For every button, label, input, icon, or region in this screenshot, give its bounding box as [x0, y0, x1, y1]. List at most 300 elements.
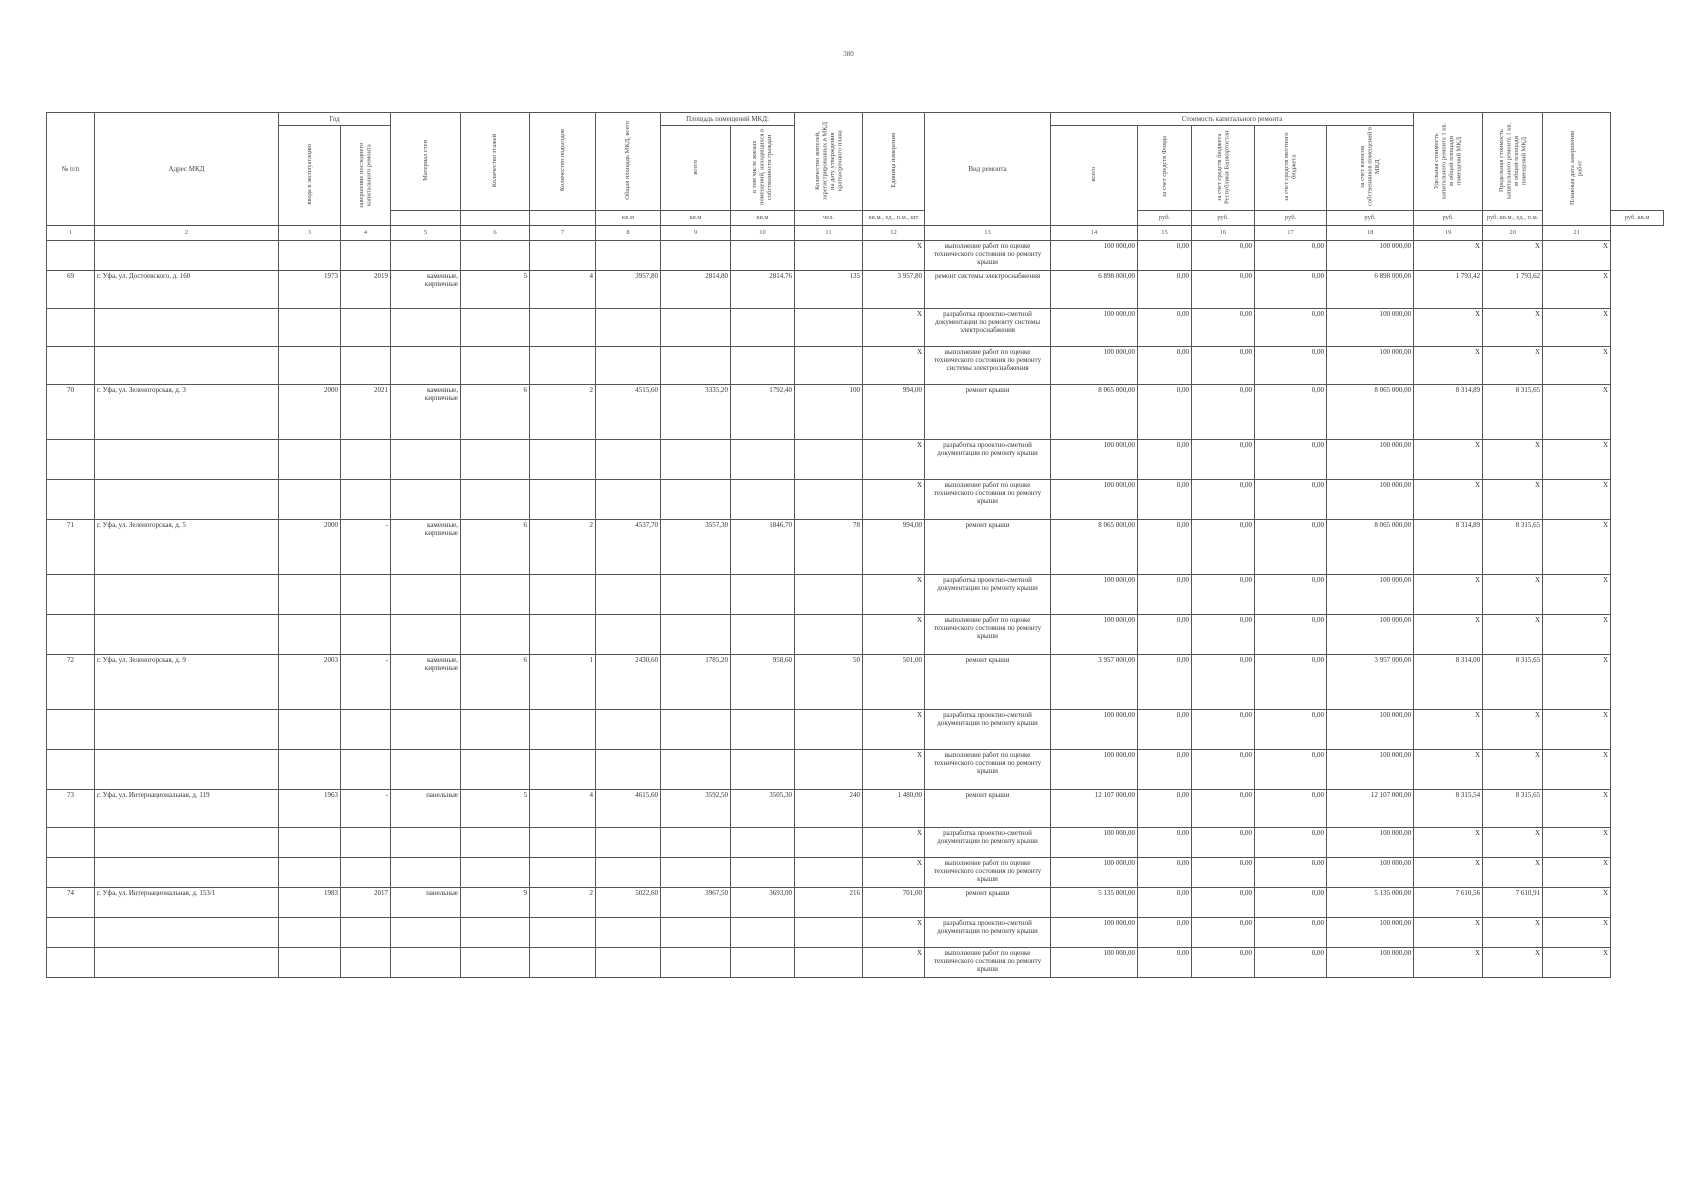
cell-area-all: [661, 440, 731, 480]
unit-max: руб. кв.м: [1611, 211, 1664, 226]
cell-address: г. Уфа, ул. Зеленогорская, д. 9: [95, 655, 279, 710]
cell-row-number: [47, 347, 95, 385]
cell-deadline: X: [1543, 655, 1611, 710]
column-number: 16: [1192, 226, 1255, 241]
cell-cost-fund: 0,00: [1138, 918, 1192, 948]
cell-entrances: [530, 347, 596, 385]
cell-address: г. Уфа, ул. Достоевского, д. 160: [95, 271, 279, 309]
cell-cost-republic: 0,00: [1192, 309, 1255, 347]
table-row: [47, 948, 1664, 978]
column-numbers-row: [47, 226, 1664, 241]
cell-residents: [795, 828, 863, 858]
cell-cost-fund: 0,00: [1138, 480, 1192, 520]
cell-row-number: [47, 440, 95, 480]
table-row: [47, 710, 1664, 750]
cell-year-built: [279, 241, 341, 271]
cell-cost-owners: 100 000,00: [1327, 440, 1414, 480]
cell-specific-cost: 1 793,42: [1414, 271, 1483, 309]
cell-area-private: [731, 241, 795, 271]
cell-row-number: 74: [47, 888, 95, 918]
cell-entrances: [530, 828, 596, 858]
cell-address: [95, 241, 279, 271]
header-deadline: Плановая дата завершения работ: [1543, 113, 1611, 226]
cell-unit-value: X: [863, 828, 925, 858]
cell-unit-value: X: [863, 480, 925, 520]
cell-cost-republic: 0,00: [1192, 385, 1255, 440]
cell-unit-value: 501,00: [863, 655, 925, 710]
cell-row-number: 69: [47, 271, 95, 309]
cell-cost-total: 5 135 000,00: [1051, 888, 1138, 918]
cell-cost-owners: 6 898 000,00: [1327, 271, 1414, 309]
cell-unit-value: X: [863, 241, 925, 271]
cell-cost-fund: 0,00: [1138, 948, 1192, 978]
cell-total-area: [596, 918, 661, 948]
cell-cost-total: 100 000,00: [1051, 615, 1138, 655]
cell-cost-total: 12 107 000,00: [1051, 790, 1138, 828]
cell-total-area: [596, 710, 661, 750]
cell-cost-local: 0,00: [1255, 710, 1327, 750]
unit-fund: руб.: [1192, 211, 1255, 226]
cell-year-repair: [341, 710, 391, 750]
cell-floors: 6: [461, 520, 530, 575]
cell-residents: [795, 710, 863, 750]
cell-entrances: [530, 918, 596, 948]
cell-max-cost: X: [1483, 918, 1543, 948]
cell-cost-fund: 0,00: [1138, 520, 1192, 575]
cell-cost-local: 0,00: [1255, 241, 1327, 271]
cell-floors: 6: [461, 655, 530, 710]
unit-area-private: кв.м: [731, 211, 795, 226]
cell-cost-fund: 0,00: [1138, 309, 1192, 347]
cell-max-cost: 8 315,65: [1483, 655, 1543, 710]
cell-area-private: [731, 828, 795, 858]
unit-entrances: [530, 211, 596, 226]
cell-total-area: 5022,60: [596, 888, 661, 918]
cell-address: [95, 347, 279, 385]
table-row: [47, 918, 1664, 948]
header-entrances: Количество подъездов: [530, 113, 596, 211]
header-unit: Единица измерения: [863, 113, 925, 211]
cell-residents: 240: [795, 790, 863, 828]
cell-specific-cost: X: [1414, 347, 1483, 385]
cell-repair-type: ремонт крыши: [925, 655, 1051, 710]
cell-wall-material: [391, 615, 461, 655]
cell-repair-type: выполнение работ по оценке технического состояния по ремонту крыши: [925, 480, 1051, 520]
cell-cost-total: 100 000,00: [1051, 918, 1138, 948]
cell-year-repair: [341, 575, 391, 615]
cell-address: г. Уфа, ул. Интернациональная, д. 119: [95, 790, 279, 828]
cell-area-all: 1785,20: [661, 655, 731, 710]
cell-cost-republic: 0,00: [1192, 790, 1255, 828]
cell-specific-cost: X: [1414, 918, 1483, 948]
header-max-cost: Предельная стоимость капитального ремонта 1 кв. м общей площади помещений МКД: [1483, 113, 1543, 211]
cell-year-built: [279, 480, 341, 520]
table-row: [47, 575, 1664, 615]
cell-cost-total: 8 065 000,00: [1051, 385, 1138, 440]
cell-cost-fund: 0,00: [1138, 575, 1192, 615]
cell-cost-local: 0,00: [1255, 918, 1327, 948]
cell-area-private: [731, 575, 795, 615]
column-number: 14: [1051, 226, 1138, 241]
cell-year-built: [279, 440, 341, 480]
cell-cost-total: 100 000,00: [1051, 710, 1138, 750]
cell-area-all: 3335,20: [661, 385, 731, 440]
cell-cost-republic: 0,00: [1192, 828, 1255, 858]
cell-cost-fund: 0,00: [1138, 271, 1192, 309]
cell-floors: [461, 347, 530, 385]
cell-area-all: 2814,80: [661, 271, 731, 309]
cell-max-cost: X: [1483, 858, 1543, 888]
cell-area-all: [661, 309, 731, 347]
cell-cost-local: 0,00: [1255, 385, 1327, 440]
cell-total-area: [596, 750, 661, 790]
cell-year-built: [279, 615, 341, 655]
cell-cost-republic: 0,00: [1192, 241, 1255, 271]
cell-max-cost: X: [1483, 575, 1543, 615]
cell-year-repair: -: [341, 655, 391, 710]
cell-cost-total: 8 065 000,00: [1051, 520, 1138, 575]
cell-area-all: [661, 480, 731, 520]
cell-year-repair: [341, 615, 391, 655]
cell-deadline: X: [1543, 520, 1611, 575]
cell-address: г. Уфа, ул. Зеленогорская, д. 3: [95, 385, 279, 440]
cell-area-private: [731, 347, 795, 385]
cell-residents: 50: [795, 655, 863, 710]
cell-deadline: X: [1543, 241, 1611, 271]
cell-wall-material: [391, 948, 461, 978]
cell-floors: [461, 615, 530, 655]
cell-area-all: 3592,50: [661, 790, 731, 828]
header-year-built: ввода в эксплуатацию: [279, 126, 341, 226]
cell-area-private: 3693,00: [731, 888, 795, 918]
cell-entrances: [530, 948, 596, 978]
unit-cost-total: руб.: [1138, 211, 1192, 226]
cell-deadline: X: [1543, 309, 1611, 347]
cell-row-number: [47, 615, 95, 655]
cell-specific-cost: X: [1414, 710, 1483, 750]
cell-max-cost: 8 315,65: [1483, 520, 1543, 575]
cell-address: [95, 480, 279, 520]
header-residents: Количество жителей, зарегистрированных в МКД на дату утверждения краткосрочного плана: [795, 113, 863, 211]
cell-cost-republic: 0,00: [1192, 888, 1255, 918]
cell-area-all: [661, 710, 731, 750]
cell-cost-local: 0,00: [1255, 750, 1327, 790]
cell-floors: 5: [461, 271, 530, 309]
cell-deadline: X: [1543, 271, 1611, 309]
cell-cost-republic: 0,00: [1192, 615, 1255, 655]
cell-max-cost: X: [1483, 241, 1543, 271]
cell-specific-cost: X: [1414, 948, 1483, 978]
cell-specific-cost: X: [1414, 828, 1483, 858]
cell-residents: [795, 948, 863, 978]
cell-address: [95, 918, 279, 948]
cell-cost-total: 100 000,00: [1051, 575, 1138, 615]
cell-cost-owners: 100 000,00: [1327, 828, 1414, 858]
cell-year-built: [279, 918, 341, 948]
cell-cost-total: 100 000,00: [1051, 309, 1138, 347]
cell-deadline: X: [1543, 858, 1611, 888]
cell-repair-type: ремонт крыши: [925, 520, 1051, 575]
cell-deadline: X: [1543, 828, 1611, 858]
cell-cost-republic: 0,00: [1192, 948, 1255, 978]
cell-unit-value: 3 957,80: [863, 271, 925, 309]
cell-residents: 100: [795, 385, 863, 440]
cell-year-repair: [341, 750, 391, 790]
cell-cost-fund: 0,00: [1138, 385, 1192, 440]
cell-max-cost: X: [1483, 750, 1543, 790]
cell-entrances: 2: [530, 385, 596, 440]
cell-unit-value: X: [863, 918, 925, 948]
cell-cost-owners: 100 000,00: [1327, 918, 1414, 948]
cell-area-private: [731, 858, 795, 888]
cell-residents: [795, 347, 863, 385]
table-row: [47, 347, 1664, 385]
cell-address: [95, 750, 279, 790]
cell-total-area: [596, 440, 661, 480]
cell-specific-cost: X: [1414, 615, 1483, 655]
cell-total-area: [596, 858, 661, 888]
cell-specific-cost: 8 314,00: [1414, 655, 1483, 710]
cell-max-cost: 1 793,62: [1483, 271, 1543, 309]
cell-max-cost: X: [1483, 309, 1543, 347]
cell-entrances: 4: [530, 271, 596, 309]
cell-cost-fund: 0,00: [1138, 750, 1192, 790]
cell-year-built: 1973: [279, 271, 341, 309]
cell-cost-owners: 100 000,00: [1327, 750, 1414, 790]
column-number: 15: [1138, 226, 1192, 241]
cell-address: г. Уфа, ул. Интернациональная, д. 153/1: [95, 888, 279, 918]
cell-max-cost: 7 610,91: [1483, 888, 1543, 918]
cell-area-private: [731, 750, 795, 790]
cell-year-repair: -: [341, 520, 391, 575]
cell-row-number: [47, 750, 95, 790]
cell-cost-fund: 0,00: [1138, 655, 1192, 710]
header-cost-group: Стоимость капитального ремонта: [1051, 113, 1414, 126]
unit-residents: чел.: [795, 211, 863, 226]
cell-wall-material: каменные, кирпичные: [391, 655, 461, 710]
cell-unit-value: X: [863, 858, 925, 888]
cell-year-built: [279, 858, 341, 888]
cell-unit-value: X: [863, 575, 925, 615]
cell-cost-republic: 0,00: [1192, 655, 1255, 710]
table-row: [47, 858, 1664, 888]
cell-cost-total: 100 000,00: [1051, 241, 1138, 271]
column-number: 9: [661, 226, 731, 241]
cell-wall-material: [391, 309, 461, 347]
cell-wall-material: каменные, кирпичные: [391, 520, 461, 575]
column-number: 21: [1543, 226, 1611, 241]
cell-cost-fund: 0,00: [1138, 440, 1192, 480]
cell-cost-owners: 100 000,00: [1327, 347, 1414, 385]
cell-cost-republic: 0,00: [1192, 858, 1255, 888]
cell-floors: 5: [461, 790, 530, 828]
cell-cost-local: 0,00: [1255, 520, 1327, 575]
column-number: 10: [731, 226, 795, 241]
cell-residents: [795, 575, 863, 615]
cell-cost-local: 0,00: [1255, 828, 1327, 858]
cell-cost-owners: 8 065 000,00: [1327, 385, 1414, 440]
header-num: № п/п: [47, 113, 95, 226]
header-specific-cost: Удельная стоимость капитального ремонта 1 кв. м общей площади помещений МКД: [1414, 113, 1483, 211]
cell-year-built: 1983: [279, 888, 341, 918]
column-number: 19: [1414, 226, 1483, 241]
cell-cost-owners: 100 000,00: [1327, 948, 1414, 978]
cell-unit-value: X: [863, 948, 925, 978]
cell-year-repair: [341, 241, 391, 271]
cell-cost-republic: 0,00: [1192, 918, 1255, 948]
cell-floors: 9: [461, 888, 530, 918]
cell-total-area: [596, 347, 661, 385]
table-row: [47, 888, 1664, 918]
unit-wall: [391, 211, 461, 226]
cell-cost-owners: 12 107 000,00: [1327, 790, 1414, 828]
cell-deadline: X: [1543, 347, 1611, 385]
cell-row-number: [47, 858, 95, 888]
cell-address: [95, 858, 279, 888]
cell-floors: [461, 858, 530, 888]
unit-floors: [461, 211, 530, 226]
cell-row-number: [47, 828, 95, 858]
cell-cost-owners: 100 000,00: [1327, 615, 1414, 655]
cell-cost-total: 100 000,00: [1051, 440, 1138, 480]
cell-wall-material: [391, 480, 461, 520]
cell-year-built: 2003: [279, 655, 341, 710]
cell-cost-republic: 0,00: [1192, 710, 1255, 750]
header-area-group: Площадь помещений МКД:: [661, 113, 795, 126]
cell-specific-cost: X: [1414, 858, 1483, 888]
cell-cost-local: 0,00: [1255, 948, 1327, 978]
cell-total-area: [596, 480, 661, 520]
cell-unit-value: 701,00: [863, 888, 925, 918]
cell-total-area: [596, 828, 661, 858]
cell-area-private: 1792,40: [731, 385, 795, 440]
cell-area-all: [661, 858, 731, 888]
cell-cost-local: 0,00: [1255, 655, 1327, 710]
cell-deadline: X: [1543, 615, 1611, 655]
cell-entrances: [530, 575, 596, 615]
table-header: [47, 113, 1664, 241]
cell-total-area: 2430,60: [596, 655, 661, 710]
repair-plan-table: [46, 112, 1664, 978]
table-row: [47, 520, 1664, 575]
cell-repair-type: выполнение работ по оценке технического состояния по ремонту крыши: [925, 615, 1051, 655]
cell-unit-value: 994,00: [863, 520, 925, 575]
cell-max-cost: 8 315,65: [1483, 790, 1543, 828]
cell-address: [95, 710, 279, 750]
cell-floors: [461, 750, 530, 790]
cell-repair-type: разработка проектно-сметной документации по ремонту крыши: [925, 440, 1051, 480]
cell-total-area: 4615,60: [596, 790, 661, 828]
unit-owners: руб.: [1414, 211, 1483, 226]
cell-unit-value: 994,00: [863, 385, 925, 440]
cell-specific-cost: 8 314,89: [1414, 520, 1483, 575]
cell-cost-total: 100 000,00: [1051, 750, 1138, 790]
cell-total-area: 4537,70: [596, 520, 661, 575]
cell-repair-type: разработка проектно-сметной документации по ремонту крыши: [925, 918, 1051, 948]
cell-cost-fund: 0,00: [1138, 241, 1192, 271]
unit-local: руб.: [1327, 211, 1414, 226]
cell-row-number: 73: [47, 790, 95, 828]
cell-wall-material: панельные: [391, 790, 461, 828]
cell-year-repair: 2017: [341, 888, 391, 918]
cell-area-all: [661, 918, 731, 948]
cell-year-repair: [341, 347, 391, 385]
cell-max-cost: X: [1483, 440, 1543, 480]
cell-cost-total: 100 000,00: [1051, 347, 1138, 385]
cell-row-number: 72: [47, 655, 95, 710]
cell-year-repair: [341, 828, 391, 858]
cell-cost-local: 0,00: [1255, 309, 1327, 347]
cell-residents: [795, 615, 863, 655]
table-row: [47, 440, 1664, 480]
cell-repair-type: разработка проектно-сметной документации по ремонту крыши: [925, 828, 1051, 858]
cell-repair-type: разработка проектно-сметной документации по ремонту крыши: [925, 710, 1051, 750]
cell-row-number: [47, 309, 95, 347]
cell-unit-value: X: [863, 750, 925, 790]
cell-cost-fund: 0,00: [1138, 888, 1192, 918]
cell-deadline: X: [1543, 918, 1611, 948]
cell-address: [95, 309, 279, 347]
cell-max-cost: X: [1483, 480, 1543, 520]
cell-row-number: [47, 241, 95, 271]
cell-floors: 6: [461, 385, 530, 440]
cell-residents: 216: [795, 888, 863, 918]
cell-cost-total: 100 000,00: [1051, 858, 1138, 888]
table-row: [47, 828, 1664, 858]
cell-residents: 78: [795, 520, 863, 575]
cell-area-private: 1846,70: [731, 520, 795, 575]
column-number: 5: [391, 226, 461, 241]
cell-area-private: [731, 948, 795, 978]
cell-entrances: [530, 615, 596, 655]
header-repair-type: Вид ремонта: [925, 113, 1051, 226]
cell-year-repair: [341, 480, 391, 520]
cell-cost-owners: 8 065 000,00: [1327, 520, 1414, 575]
cell-year-repair: [341, 309, 391, 347]
cell-floors: [461, 309, 530, 347]
cell-cost-local: 0,00: [1255, 790, 1327, 828]
cell-cost-local: 0,00: [1255, 440, 1327, 480]
cell-row-number: [47, 948, 95, 978]
cell-year-repair: 2021: [341, 385, 391, 440]
cell-area-all: [661, 615, 731, 655]
cell-year-built: 2000: [279, 520, 341, 575]
cell-max-cost: 8 315,65: [1483, 385, 1543, 440]
cell-specific-cost: 7 610,56: [1414, 888, 1483, 918]
cell-cost-republic: 0,00: [1192, 750, 1255, 790]
table-row: [47, 655, 1664, 710]
cell-address: [95, 948, 279, 978]
cell-cost-fund: 0,00: [1138, 615, 1192, 655]
cell-max-cost: X: [1483, 710, 1543, 750]
cell-address: [95, 615, 279, 655]
cell-total-area: 3957,80: [596, 271, 661, 309]
cell-max-cost: X: [1483, 615, 1543, 655]
cell-area-all: [661, 828, 731, 858]
cell-address: [95, 828, 279, 858]
cell-entrances: [530, 750, 596, 790]
cell-floors: [461, 948, 530, 978]
cell-cost-total: 100 000,00: [1051, 948, 1138, 978]
column-number: 6: [461, 226, 530, 241]
cell-repair-type: ремонт крыши: [925, 385, 1051, 440]
cell-specific-cost: X: [1414, 440, 1483, 480]
unit-total-area: кв.м: [596, 211, 661, 226]
cell-max-cost: X: [1483, 828, 1543, 858]
table-row: [47, 241, 1664, 271]
cell-unit-value: X: [863, 710, 925, 750]
cell-residents: [795, 480, 863, 520]
